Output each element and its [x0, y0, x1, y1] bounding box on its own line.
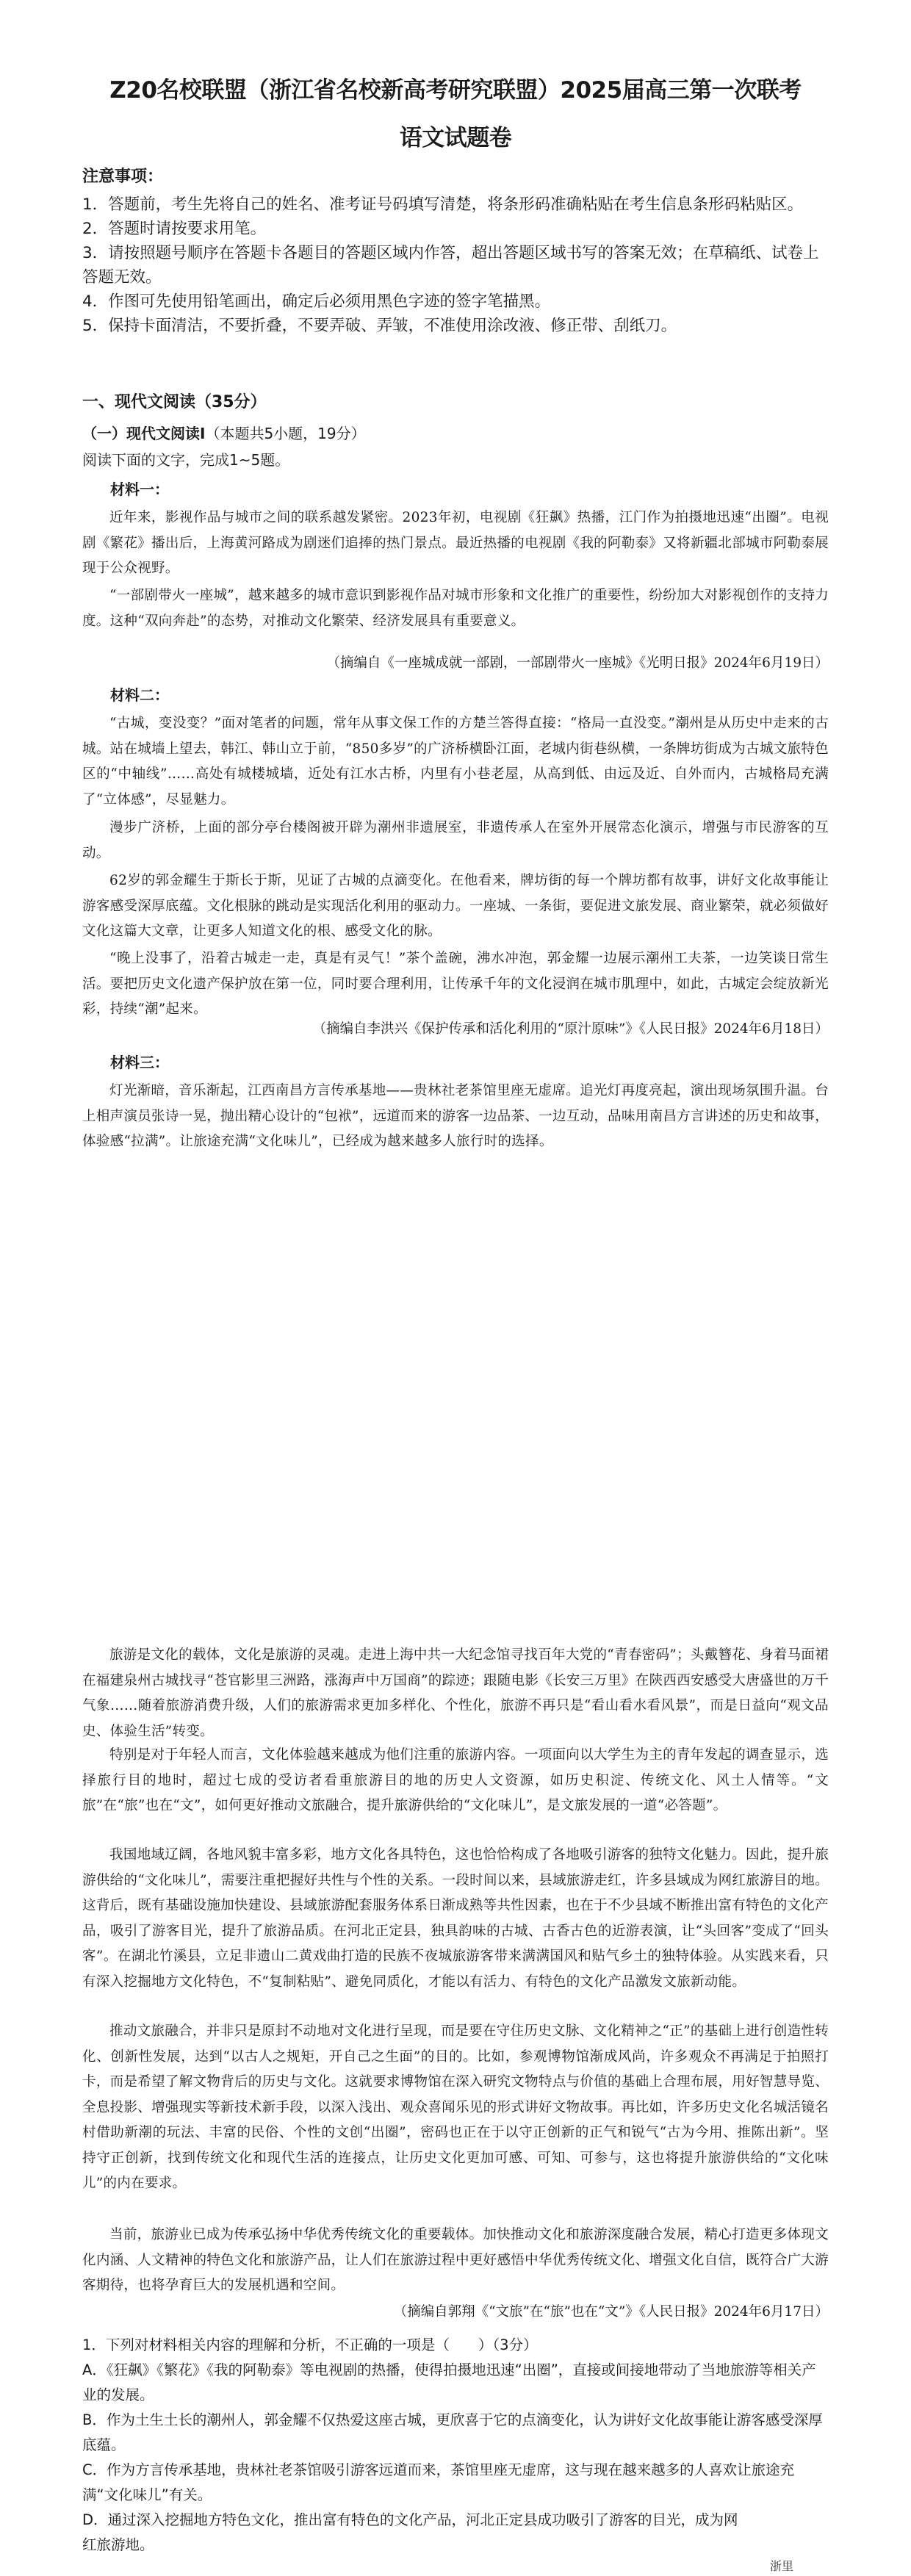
material1-label: 材料一： — [110, 481, 169, 498]
material3-label: 材料三： — [110, 1054, 169, 1071]
exam-title-line1: Z20名校联盟（浙江省名校新高考研究联盟）2025届高三第一次联考 — [109, 77, 802, 104]
question1-option-a: A．《狂飙》《繁花》《我的阿勒泰》等电视剧的热播，使得拍摄地迅速“出圈”，直接或间接地带动了当地旅游等相关产业的发展。 — [82, 2361, 816, 2403]
notice-item: 1．答题前，考生先将自己的姓名、准考证号码填写清楚，将条形码准确粘贴在考生信息条形码粘贴区。 — [82, 195, 804, 214]
notice-item: 5．保持卡面清洁，不要折叠，不要弄破、弄皱，不准使用涂改液、修正带、刮纸刀。 — [82, 317, 677, 335]
section-heading: 一、现代文阅读（35分） — [82, 393, 267, 411]
notice-list — [82, 193, 832, 338]
material2-source: （摘编自李洪兴《保护传承和活化利用的“原汁原味”》《人民日报》2024年6月18日） — [312, 1021, 829, 1037]
material1-paragraph: “一部剧带火一座城”，越来越多的城市意识到影视作品对城市形象和文化推广的重要性，纷纷加大对影视创作的支持力度。这种“双向奔赴”的态势，对推动文化繁荣、经济发展具有重要意义。 — [82, 588, 829, 629]
material3-paragraph: 特别是对于年轻人而言，文化体验越来越成为他们注重的旅游内容。一项面向以大学生为主的青年发起的调查显示，选择旅行目的地时，超过七成的受访者看重旅游目的地的历史人文资源，如历史积淀、传统文化、风土人情等。“文旅”在“旅”也在“文”，如何更好推动文旅融合，提升旅游供给的“文化味儿”，是文旅发展的一道“必答题”。 — [82, 1747, 829, 1813]
question1-option-c: C．作为方言传承基地，贵林社老茶馆吸引游客远道而来，茶馆里座无虚席，这与现在越来越多的人喜欢让旅途充满“文化味儿”有关。 — [82, 2461, 795, 2503]
material3-paragraph: 旅游是文化的载体，文化是旅游的灵魂。走进上海中共一大纪念馆寻找百年大党的“青春密码”；头戴簪花、身着马面裙在福建泉州古城找寻“苍官影里三洲路，涨海声中万国商”的踪迹；跟随电影《长安三万里》在陕西西安感受大唐盛世的万千气象……随着旅游消费升级，人们的旅游需求更加多样化、个性化，旅游不再只是“看山看水看风景”，而是日益向“观文品史、体验生活”转变。 — [82, 1647, 829, 1739]
notice-item: 4．作图可先使用铅笔画出，确定后必须用黑色字迹的签字笔描黑。 — [82, 292, 551, 311]
material3-paragraph: 推动文旅融合，并非只是原封不动地对文化进行呈现，而是要在守住历史文脉、文化精神之“正”的基础上进行创造性转化、创新性发展，达到“以古人之规矩，开自己之生面”的目的。比如，参观博物馆渐成风尚，许多观众不再满足于拍照打卡，而是希望了解文物背后的历史与文化。这就要求博物馆在深入研究文物特点与价值的基础上合理布展，用好智慧导览、全息投影、增强现实等新技术新手段，以深入浅出、观众喜闻乐见的形式讲好文物故事。再比如，许多历史文化名城活镜名村借助新潮的玩法、丰富的民俗、个性的文创“出圈”，密码也正在于以守正创新的正气和锐气“古为今用、推陈出新”。坚持守正创新，找到传统文化和现代生活的连接点，让历史文化更加可感、可知、可参与，这也将提升旅游供给的“文化味儿”的内在要求。 — [82, 2023, 829, 2191]
material3-source: （摘编自郭翔《“文旅”在“旅”也在“文”》《人民日报》2024年6月17日） — [393, 2304, 829, 2320]
page-footer: 浙里 — [770, 2559, 794, 2573]
question1-option-d: D．通过深入挖掘地方特色文化，推出富有特色的文化产品，河北正定县成功吸引了游客的目光，成为网红旅游地。 — [82, 2511, 738, 2553]
material2-label: 材料二： — [110, 686, 169, 704]
material3-paragraph: 当前，旅游业已成为传承弘扬中华优秀传统文化的重要载体。加快推动文化和旅游深度融合发展，精心打造更多体现文化内涵、人文精神的特色文化和旅游产品，让人们在旅游过程中更好感悟中华优秀传统文化、增强文化自信，既符合广大游客期待，也将孕育巨大的发展机遇和空间。 — [82, 2227, 829, 2293]
material1-source: （摘编自《一座城成就一部剧，一部剧带火一座城》《光明日报》2024年6月19日） — [326, 655, 829, 671]
subsection-heading — [82, 423, 366, 444]
material2-paragraph: “古城，变没变？”面对笔者的问题，常年从事文保工作的方楚兰答得直接：“格局一直没变。”潮州是从历史中走来的古城。站在城墙上望去，韩江、韩山立于前，“850多岁”的广济桥横卧江面，老城内街巷纵横，一条牌坊街成为古城文旅特色区的“中轴线”……高处有城楼城墙，近处有江水古桥，内里有小巷老屋，从高到低、由远及近、自外而内，古城格局充满了“立体感”，尽显魅力。 — [82, 716, 829, 807]
question1-option-b: B．作为土生土长的潮州人，郭金耀不仅热爱这座古城，更欣喜于它的点滴变化，认为讲好文化故事能让游客感受深厚底蕴。 — [82, 2411, 823, 2453]
subsection-note: （本题共5小题，19分） — [205, 425, 366, 442]
material2-paragraph: “晚上没事了，沿着古城走一走，真是有灵气！”茶个盖碗，沸水冲泡，郭金耀一边展示潮州工夫茶，一边笑谈日常生活。要把历史文化遗产保护放在第一位，同时要合理利用，让传承千年的文化浸润在城市肌理中，如此，古城定会绽放新光彩，持续“潮”起来。 — [82, 951, 829, 1017]
notice-item: 3．请按照题号顺序在答题卡各题目的答题区域内作答，超出答题区域书写的答案无效；在草稿纸、试卷上答题无效。 — [82, 244, 819, 287]
exam-title-line2: 语文试题卷 — [399, 125, 512, 151]
material2-paragraph: 漫步广济桥，上面的部分亭台楼阁被开辟为潮州非遗展室，非遗传承人在室外开展常态化演示，增强与市民游客的互动。 — [82, 820, 829, 861]
material2-paragraph: 62岁的郭金耀生于斯长于斯，见证了古城的点滴变化。在他看来，牌坊街的每一个牌坊都有故事，讲好文化故事能让游客感受深厚底蕴。文化根脉的跳动是实现活化利用的驱动力。一座城、一条街，要促进文旅发展、商业繁荣，就必须做好文化这篇大文章，让更多人知道文化的根、感受文化的脉。 — [82, 873, 829, 939]
subsection-title: （一）现代文阅读Ⅰ — [82, 425, 206, 442]
material1-paragraph: 近年来，影视作品与城市之间的联系越发紧密。2023年初，电视剧《狂飙》热播，江门作为拍摄地迅速“出圈”。电视剧《繁花》播出后，上海黄河路成为剧迷们追捧的热门景点。最近热播的电视剧《我的阿勒泰》又将新疆北部城市阿勒泰展现于公众视野。 — [82, 510, 829, 576]
reading-instruction: 阅读下面的文字，完成1~5题。 — [82, 451, 290, 469]
notice-item: 2．答题时请按要求用笔。 — [82, 220, 267, 238]
question1-stem: 1．下列对材料相关内容的理解和分析，不正确的一项是（ ）（3分） — [82, 2336, 538, 2353]
material3-paragraph: 我国地域辽阔，各地风貌丰富多彩，地方文化各具特色，这也恰恰构成了各地吸引游客的独特文化魅力。因此，提升旅游供给的“文化味儿”，需要注重把握好共性与个性的关系。一段时间以来，县域旅游走红，许多县域成为网红旅游目的地。这背后，既有基础设施加快建设、县域旅游配套服务体系日渐成熟等共性因素，也在于不少县域不断推出富有特色的文化产品，吸引了游客目光，提升了旅游品质。在河北正定县，独具韵味的古城、古香古色的近游表演，让“头回客”变成了“回头客”。在湖北竹溪县，立足非遗山二黄戏曲打造的民族不夜城旅游客带来满满国风和贴气乡土的独特体验。从实践来看，只有深入挖掘地方文化特色，不“复制粘贴”、避免同质化，才能以有活力、有特色的文化产品激发文旅新动能。 — [82, 1847, 829, 1990]
material3-paragraph: 灯光渐暗，音乐渐起，江西南昌方言传承基地——贵林社老茶馆里座无虚席。追光灯再度亮起，演出现场氛围升温。台上相声演员张诗一晃，抛出精心设计的“包袱”，远道而来的游客一边品茶、一边互动，品味用南昌方言讲述的历史和故事，体验感“拉满”。让旅途充满“文化味儿”，已经成为越来越多人旅行时的选择。 — [82, 1083, 829, 1149]
notice-heading: 注意事项： — [82, 168, 164, 186]
